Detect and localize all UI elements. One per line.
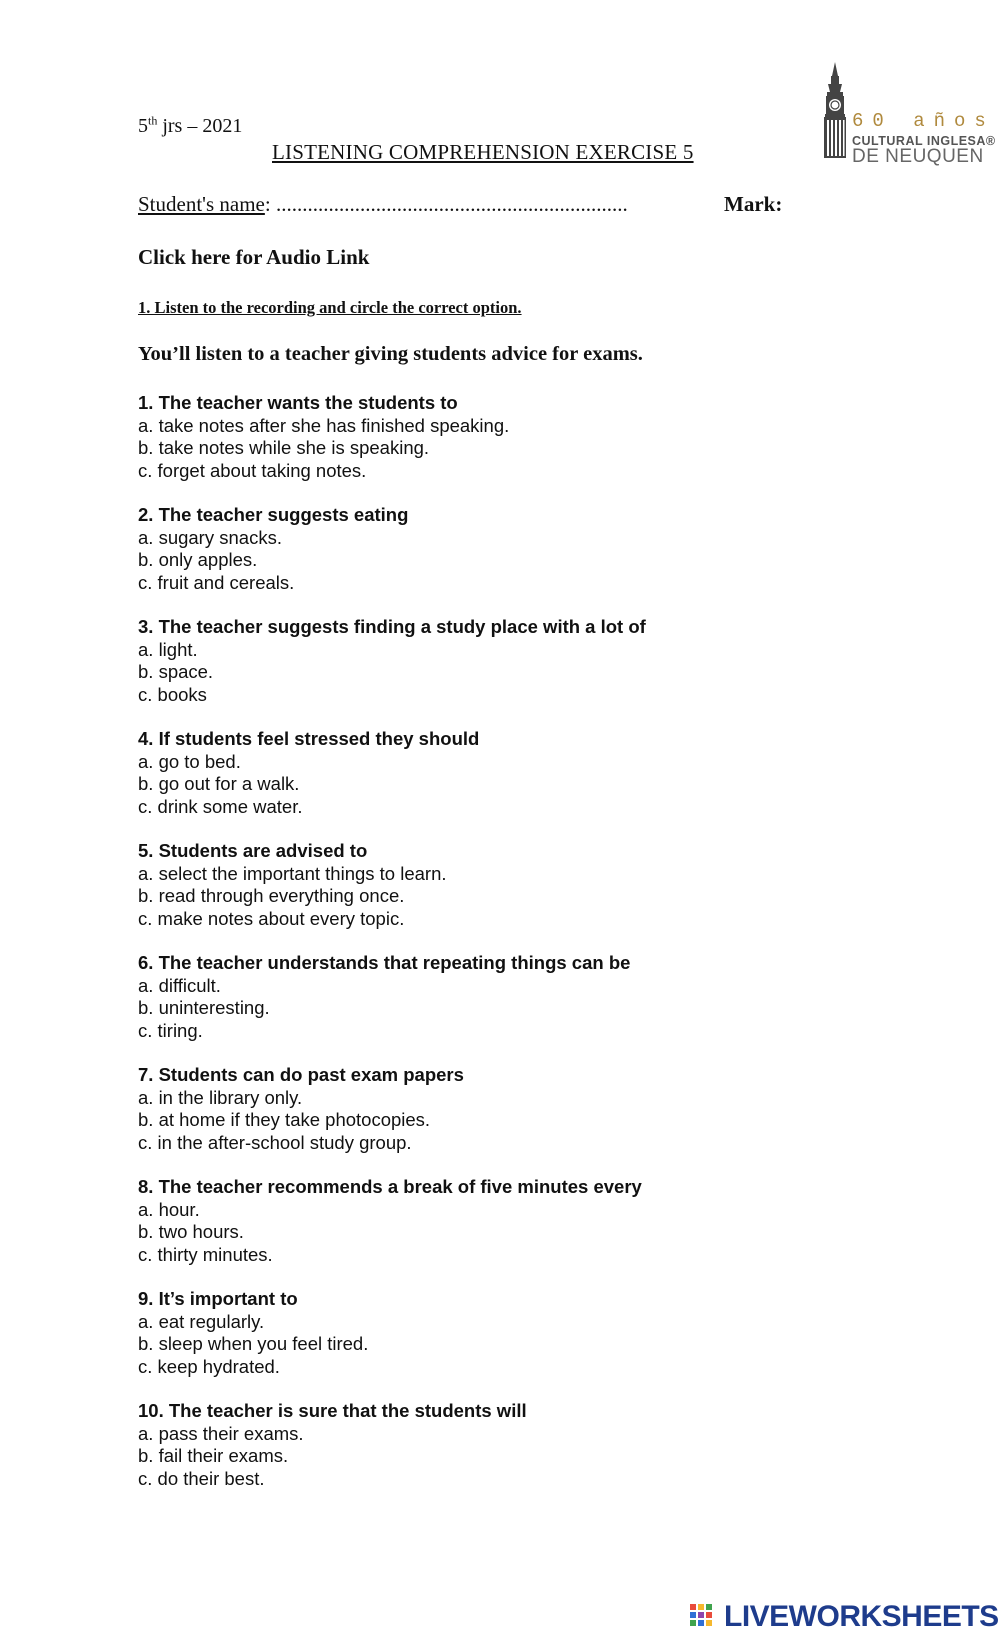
option-c[interactable]: c. thirty minutes. (138, 1243, 273, 1265)
question-3 (138, 616, 858, 706)
question-2 (138, 504, 858, 594)
option-c[interactable]: c. books (138, 683, 207, 705)
question-10 (138, 1400, 858, 1490)
question-list (138, 392, 858, 1512)
option-b[interactable]: b. take notes while she is speaking. (138, 437, 430, 458)
grade-year (138, 115, 242, 138)
option-a[interactable]: a. go to bed. (138, 750, 241, 772)
year-superscript: th (148, 113, 158, 128)
option-b[interactable]: b. read through everything once. (138, 885, 405, 906)
intro-text: You’ll listen to a teacher giving students advice for exams. (138, 343, 643, 365)
option-c[interactable]: c. in the after-school study group. (138, 1131, 412, 1153)
option-a[interactable]: a. eat regularly. (138, 1310, 265, 1332)
option-b[interactable]: b. space. (138, 661, 214, 682)
logo-neuquen-text: DE NEUQUEN (852, 146, 984, 167)
big-ben-tower-icon (820, 62, 850, 158)
liveworksheets-logo (690, 1600, 999, 1634)
question-6 (138, 952, 858, 1042)
option-c[interactable]: c. tiring. (138, 1019, 203, 1041)
question-8 (138, 1176, 858, 1266)
mark-label: Mark: (724, 192, 783, 216)
option-c[interactable]: c. do their best. (138, 1467, 265, 1489)
question-stem: 7. Students can do past exam papers (138, 1064, 464, 1085)
student-name-colon: : (264, 192, 271, 216)
question-stem: 9. It’s important to (138, 1288, 298, 1309)
option-c[interactable]: c. fruit and cereals. (138, 571, 295, 593)
student-name-field[interactable]: ................................................................... (270, 192, 628, 216)
liveworksheets-blocks-icon (690, 1604, 720, 1634)
question-stem: 1. The teacher wants the students to (138, 392, 458, 413)
option-c[interactable]: c. make notes about every topic. (138, 907, 405, 929)
question-7 (138, 1064, 858, 1154)
question-stem: 5. Students are advised to (138, 840, 368, 861)
option-b[interactable]: b. uninteresting. (138, 997, 270, 1018)
option-b[interactable]: b. two hours. (138, 1221, 244, 1242)
question-9 (138, 1288, 858, 1378)
option-b[interactable]: b. fail their exams. (138, 1445, 289, 1466)
question-stem: 2. The teacher suggests eating (138, 504, 409, 525)
option-a[interactable]: a. difficult. (138, 974, 221, 996)
institution-logo (818, 62, 996, 168)
question-stem: 4. If students feel stressed they should (138, 728, 480, 749)
option-a[interactable]: a. in the library only. (138, 1086, 303, 1108)
liveworksheets-wordmark: LIVEWORKSHEETS (724, 1600, 999, 1633)
question-stem: 8. The teacher recommends a break of five minutes every (138, 1176, 642, 1197)
question-stem: 10. The teacher is sure that the students will (138, 1400, 527, 1421)
option-a[interactable]: a. hour. (138, 1198, 200, 1220)
year-prefix: 5 (138, 115, 148, 137)
question-stem: 3. The teacher suggests finding a study place with a lot of (138, 616, 646, 637)
option-c[interactable]: c. drink some water. (138, 795, 303, 817)
page-title: LISTENING COMPREHENSION EXERCISE 5 (272, 140, 694, 164)
option-a[interactable]: a. select the important things to learn. (138, 862, 447, 884)
student-name-label: Student's name (138, 192, 265, 216)
question-1 (138, 392, 858, 482)
question-4 (138, 728, 858, 818)
logo-anniversary-text: 60 años (852, 110, 995, 132)
option-a[interactable]: a. sugary snacks. (138, 526, 282, 548)
option-a[interactable]: a. light. (138, 638, 198, 660)
option-c[interactable]: c. forget about taking notes. (138, 459, 367, 481)
option-a[interactable]: a. take notes after she has finished speaking. (138, 414, 510, 436)
option-b[interactable]: b. at home if they take photocopies. (138, 1109, 431, 1130)
student-name-row (138, 192, 798, 217)
instruction-text: 1. Listen to the recording and circle the correct option. (138, 298, 522, 317)
question-5 (138, 840, 858, 930)
logo-cultural-text: CULTURAL INGLESA® (852, 134, 996, 148)
option-b[interactable]: b. go out for a walk. (138, 773, 300, 794)
option-b[interactable]: b. sleep when you feel tired. (138, 1333, 369, 1354)
option-b[interactable]: b. only apples. (138, 549, 258, 570)
year-suffix: jrs – 2021 (157, 115, 243, 137)
option-c[interactable]: c. keep hydrated. (138, 1355, 280, 1377)
option-a[interactable]: a. pass their exams. (138, 1422, 304, 1444)
audio-link[interactable]: Click here for Audio Link (138, 245, 370, 269)
question-stem: 6. The teacher understands that repeating things can be (138, 952, 631, 973)
